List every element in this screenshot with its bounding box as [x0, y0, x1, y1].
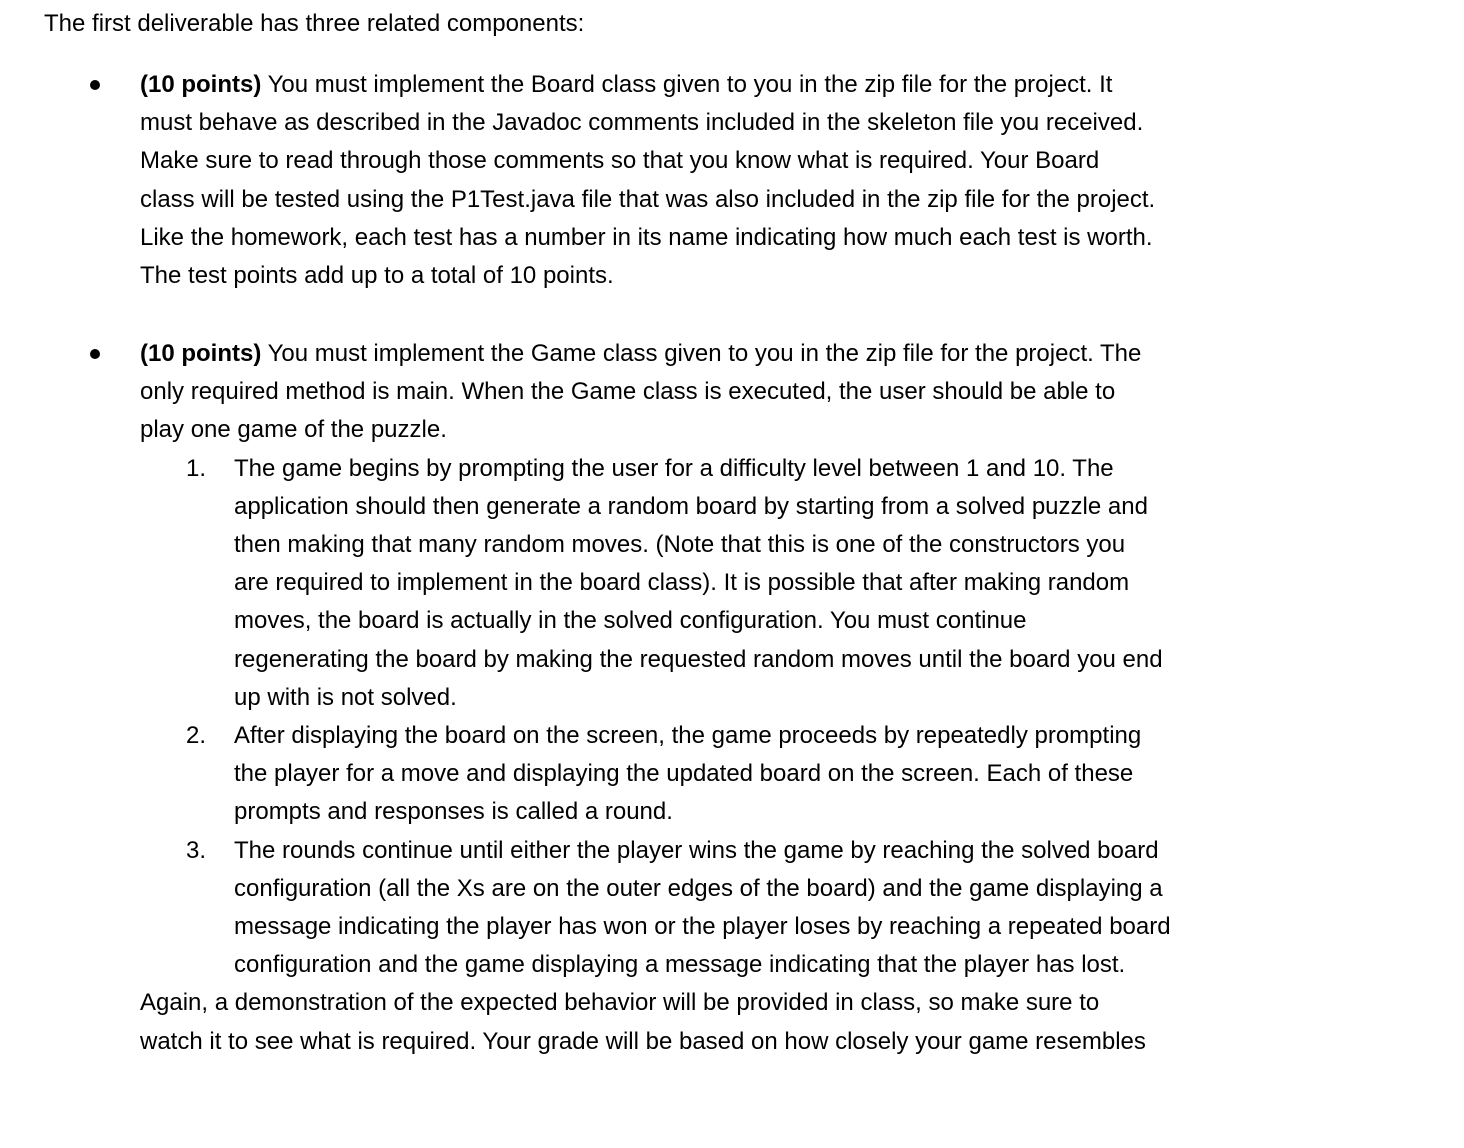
numbered-line: moves, the board is actually in the solved configuration. You must continue [234, 607, 1027, 635]
paragraph-line: Again, a demonstration of the expected behavior will be provided in class, so make sure to [140, 989, 1100, 1017]
bullet-line: The test points add up to a total of 10 points. [140, 262, 614, 289]
bullet-text: You must implement the Game class given to you in the zip file for the project. The [261, 340, 1142, 367]
bullet-icon [90, 80, 100, 90]
bullet-line: must behave as described in the Javadoc comments included in the skeleton file you received. [140, 109, 1144, 137]
points-label: (10 points) [140, 71, 262, 98]
list-number: 1. [186, 454, 207, 482]
bullet-line [140, 66, 1112, 104]
numbered-line: After displaying the board on the screen, the game proceeds by repeatedly prompting [234, 722, 1142, 749]
intro-text: The first deliverable has three related components: [44, 10, 585, 37]
list-number: 2. [186, 722, 207, 749]
numbered-line: are required to implement in the board class). It is possible that after making random [234, 569, 1130, 597]
bullet-line: Make sure to read through those comments so that you know what is required. Your Board [140, 147, 1100, 175]
bullet-line [140, 335, 1141, 373]
bullet-text: You must implement the Board class given to you in the zip file for the project. It [261, 71, 1113, 98]
bullet-line: Like the homework, each test has a number in its name indicating how much each test is worth. [140, 223, 1153, 251]
list-number: 3. [186, 836, 207, 864]
numbered-line: configuration and the game displaying a message indicating that the player has lost. [234, 951, 1126, 979]
points-label: (10 points) [140, 340, 262, 367]
numbered-line: The game begins by prompting the user for a difficulty level between 1 and 10. The [234, 454, 1114, 482]
bullet-icon [90, 349, 100, 359]
numbered-line: configuration (all the Xs are on the outer edges of the board) and the game displaying a [234, 874, 1163, 902]
bullet-line: play one game of the puzzle. [140, 416, 447, 444]
paragraph-line: watch it to see what is required. Your grade will be based on how closely your game resembles [140, 1027, 1146, 1055]
numbered-line: prompts and responses is called a round. [234, 798, 673, 826]
bullet-line: only required method is main. When the Game class is executed, the user should be able to [140, 378, 1116, 406]
numbered-line: regenerating the board by making the requested random moves until the board you end [234, 645, 1163, 673]
numbered-line: up with is not solved. [234, 683, 457, 711]
numbered-line: The rounds continue until either the player wins the game by reaching the solved board [234, 836, 1159, 864]
bullet-line: class will be tested using the P1Test.java file that was also included in the zip file for the project. [140, 185, 1156, 213]
numbered-line: message indicating the player has won or the player loses by reaching a repeated board [234, 912, 1171, 940]
numbered-line: then making that many random moves. (Note that this is one of the constructors you [234, 530, 1126, 558]
numbered-line: application should then generate a random board by starting from a solved puzzle and [234, 492, 1148, 520]
numbered-line: the player for a move and displaying the updated board on the screen. Each of these [234, 760, 1134, 788]
